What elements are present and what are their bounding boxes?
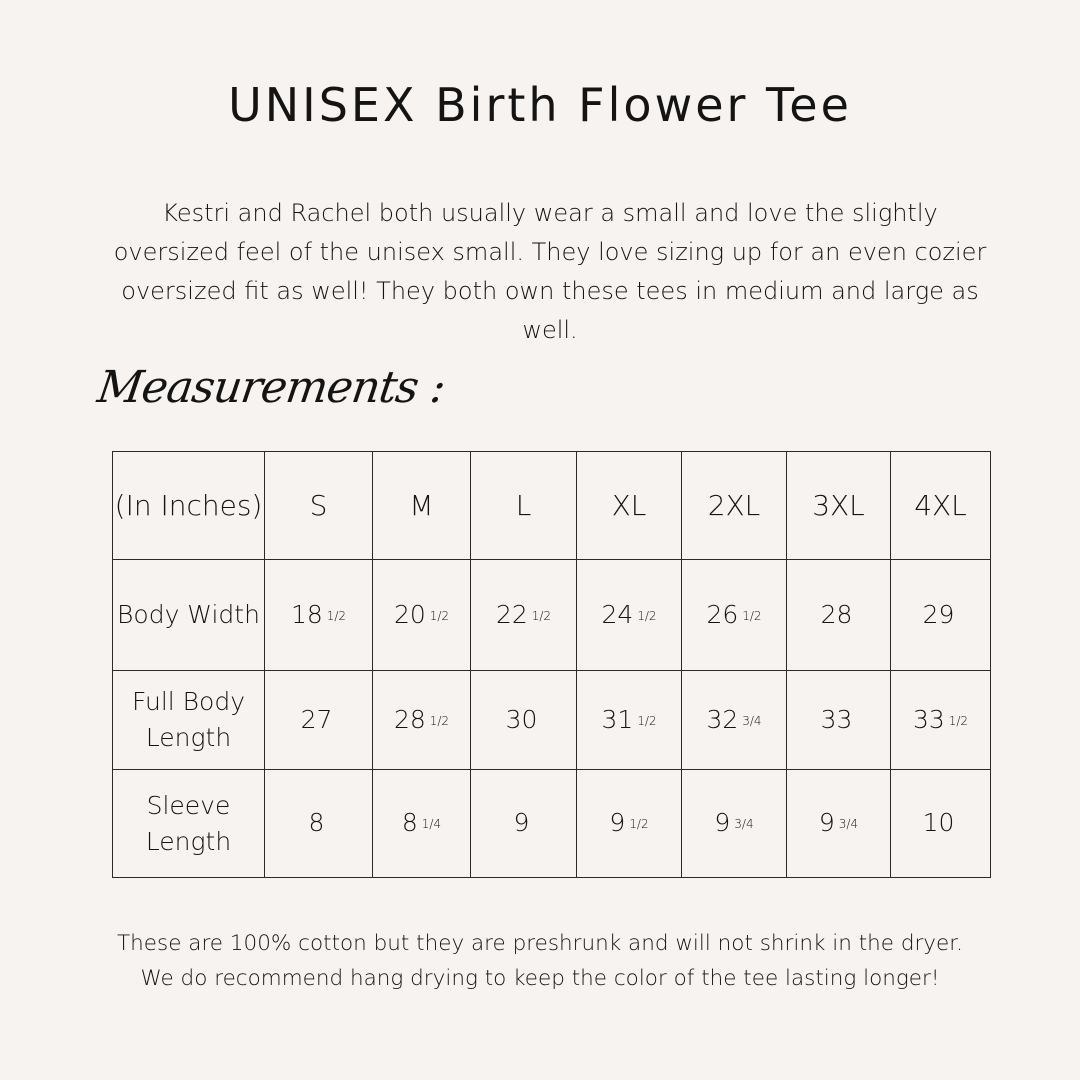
value-cell bbox=[682, 671, 787, 770]
value-whole: 28 bbox=[393, 704, 426, 734]
care-note-line: We do recommend hang drying to keep the color of the tee lasting longer! bbox=[140, 966, 940, 991]
value-fraction: 1/2 bbox=[637, 608, 657, 623]
value-whole: 33 bbox=[820, 704, 853, 734]
value-cell bbox=[577, 770, 682, 878]
size-header: S bbox=[265, 452, 373, 560]
value-whole: 22 bbox=[495, 599, 528, 629]
table-row bbox=[113, 770, 991, 878]
size-header: XL bbox=[577, 452, 682, 560]
header-label: (In Inches) bbox=[113, 452, 265, 560]
value-cell bbox=[265, 671, 373, 770]
value-cell bbox=[373, 671, 471, 770]
value-fraction: 1/4 bbox=[421, 817, 442, 831]
value-cell bbox=[265, 560, 373, 671]
value-whole: 28 bbox=[820, 599, 853, 629]
value-whole: 10 bbox=[922, 808, 955, 837]
value-fraction: 3/4 bbox=[742, 713, 762, 728]
value-cell bbox=[787, 770, 891, 878]
value-whole: 29 bbox=[922, 599, 955, 629]
table-header-row bbox=[113, 452, 991, 560]
value-fraction: 1/2 bbox=[948, 713, 969, 728]
value-fraction: 3/4 bbox=[734, 817, 754, 831]
value-whole: 33 bbox=[912, 704, 945, 734]
value-whole: 27 bbox=[300, 704, 333, 734]
care-note bbox=[0, 926, 1080, 996]
size-header: 2XL bbox=[682, 452, 787, 560]
value-whole: 9 bbox=[818, 808, 835, 837]
value-cell bbox=[787, 560, 891, 671]
value-cell bbox=[373, 560, 471, 671]
value-cell bbox=[471, 560, 577, 671]
size-header: M bbox=[373, 452, 471, 560]
row-label: Full Body Length bbox=[113, 671, 265, 770]
value-cell bbox=[471, 671, 577, 770]
value-whole: 32 bbox=[706, 704, 739, 734]
value-cell bbox=[891, 560, 991, 671]
size-header: L bbox=[471, 452, 577, 560]
measurements-heading: Measurements : bbox=[94, 362, 449, 413]
value-fraction: 3/4 bbox=[838, 817, 859, 831]
intro-paragraph: Kestri and Rachel both usually wear a small and love the slightly oversized feel of the unisex small. They love sizing up for an even cozier oversized fit as well! They both own these tees in medium and large as well. bbox=[113, 199, 987, 344]
value-cell bbox=[373, 770, 471, 878]
value-cell bbox=[471, 770, 577, 878]
value-cell bbox=[891, 770, 991, 878]
value-cell bbox=[891, 671, 991, 770]
value-cell bbox=[265, 770, 373, 878]
size-header: 4XL bbox=[891, 452, 991, 560]
value-whole: 9 bbox=[714, 808, 731, 837]
value-whole: 8 bbox=[401, 808, 418, 837]
value-whole: 20 bbox=[393, 599, 426, 629]
page-title: UNISEX Birth Flower Tee bbox=[228, 78, 852, 132]
value-whole: 9 bbox=[513, 808, 530, 837]
value-fraction: 1/2 bbox=[326, 608, 347, 623]
value-fraction: 1/2 bbox=[429, 608, 450, 623]
value-whole: 18 bbox=[290, 599, 323, 629]
value-whole: 31 bbox=[601, 704, 634, 734]
value-cell bbox=[577, 671, 682, 770]
value-cell bbox=[682, 770, 787, 878]
row-label: Sleeve Length bbox=[113, 770, 265, 878]
value-fraction: 1/2 bbox=[629, 817, 649, 831]
value-whole: 30 bbox=[505, 704, 538, 734]
size-chart-table bbox=[112, 451, 991, 878]
table-row bbox=[113, 560, 991, 671]
value-whole: 9 bbox=[609, 808, 626, 837]
value-cell bbox=[682, 560, 787, 671]
value-whole: 8 bbox=[308, 808, 325, 837]
table-row bbox=[113, 671, 991, 770]
size-header: 3XL bbox=[787, 452, 891, 560]
value-fraction: 1/2 bbox=[637, 713, 657, 728]
care-note-line: These are 100% cotton but they are preshrunk and will not shrink in the dryer. bbox=[117, 931, 963, 956]
value-fraction: 1/2 bbox=[742, 608, 762, 623]
value-fraction: 1/2 bbox=[429, 713, 450, 728]
value-cell bbox=[787, 671, 891, 770]
value-whole: 26 bbox=[706, 599, 739, 629]
value-fraction: 1/2 bbox=[531, 608, 552, 623]
row-label: Body Width bbox=[113, 560, 265, 671]
value-whole: 24 bbox=[601, 599, 634, 629]
value-cell bbox=[577, 560, 682, 671]
